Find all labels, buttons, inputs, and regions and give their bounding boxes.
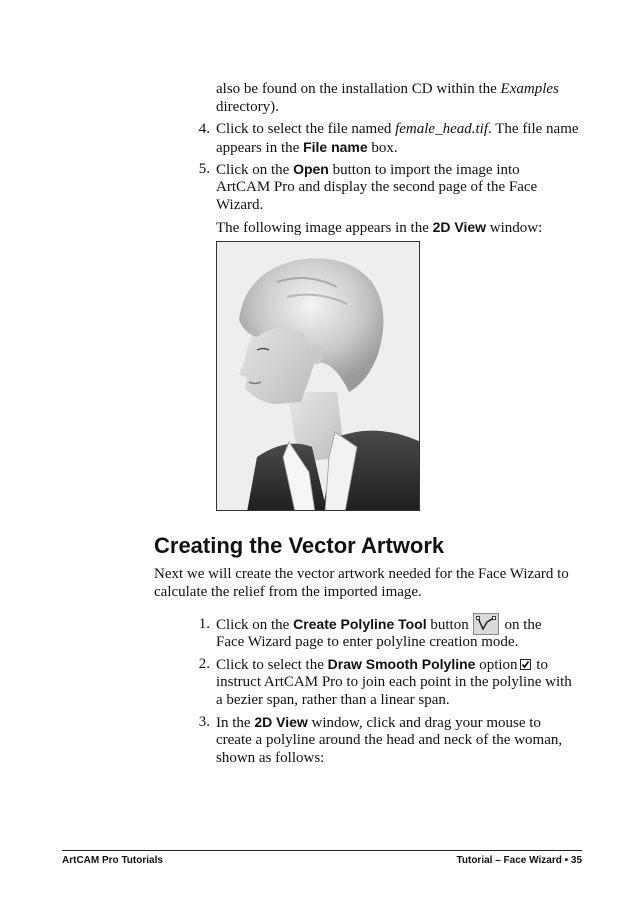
step-4-line-2: appears in the File name box.	[216, 139, 398, 156]
step-number: 3.	[198, 714, 210, 730]
step-5-line-1: Click on the Open button to import the image into	[216, 161, 520, 178]
image-caption: The following image appears in the 2D View window:	[216, 219, 543, 236]
step-2-line-1: Click to select the Draw Smooth Polyline option to	[216, 656, 548, 673]
step-1-line-1: Click on the Create Polyline Tool button on the	[216, 615, 542, 635]
step-4-line-1: Click to select the file named female_head.tif. The file name	[216, 121, 579, 137]
file-name-text: female_head.tif	[395, 121, 489, 137]
step-number: 5.	[198, 161, 210, 177]
step-2-line-2: instruct ArtCAM Pro to join each point in the polyline with	[216, 674, 572, 690]
step-number: 2.	[198, 656, 210, 672]
step-3-line-3: shown as follows:	[216, 750, 325, 766]
ui-label-2d-view: 2D View	[432, 219, 487, 235]
step-number: 1.	[198, 616, 210, 632]
ui-label-2d-view: 2D View	[254, 714, 308, 730]
portrait-illustration	[217, 242, 420, 511]
examples-directory-name: Examples	[500, 81, 559, 97]
step-1-line-2: Face Wizard page to enter polyline creation mode.	[216, 634, 519, 650]
section-intro-line-2: calculate the relief from the imported image.	[154, 584, 422, 600]
ui-label-open: Open	[293, 161, 329, 177]
footer-rule	[62, 850, 582, 851]
ui-label-file-name: File name	[303, 139, 368, 155]
female-head-image	[216, 241, 420, 511]
ui-label-draw-smooth-polyline: Draw Smooth Polyline	[327, 656, 476, 672]
ui-label-create-polyline-tool: Create Polyline Tool	[293, 616, 427, 632]
intro-line-1: also be found on the installation CD within the Examples	[216, 81, 559, 97]
footer-right: Tutorial – Face Wizard • 35	[456, 855, 582, 866]
section-intro-line-1: Next we will create the vector artwork needed for the Face Wizard to	[154, 566, 569, 582]
polyline-tool-icon	[473, 613, 499, 635]
step-3-line-1: In the 2D View window, click and drag your mouse to	[216, 714, 541, 731]
intro-line-2: directory).	[216, 99, 279, 115]
section-title: Creating the Vector Artwork	[154, 533, 445, 558]
step-5-line-2: ArtCAM Pro and display the second page of the Face	[216, 179, 538, 195]
checkbox-checked-icon	[520, 659, 531, 670]
step-5-line-3: Wizard.	[216, 197, 264, 213]
footer-left: ArtCAM Pro Tutorials	[62, 855, 163, 866]
step-number: 4.	[198, 121, 210, 137]
step-3-line-2: create a polyline around the head and neck of the woman,	[216, 732, 563, 748]
step-2-line-3: a bezier span, rather than a linear span.	[216, 692, 450, 708]
